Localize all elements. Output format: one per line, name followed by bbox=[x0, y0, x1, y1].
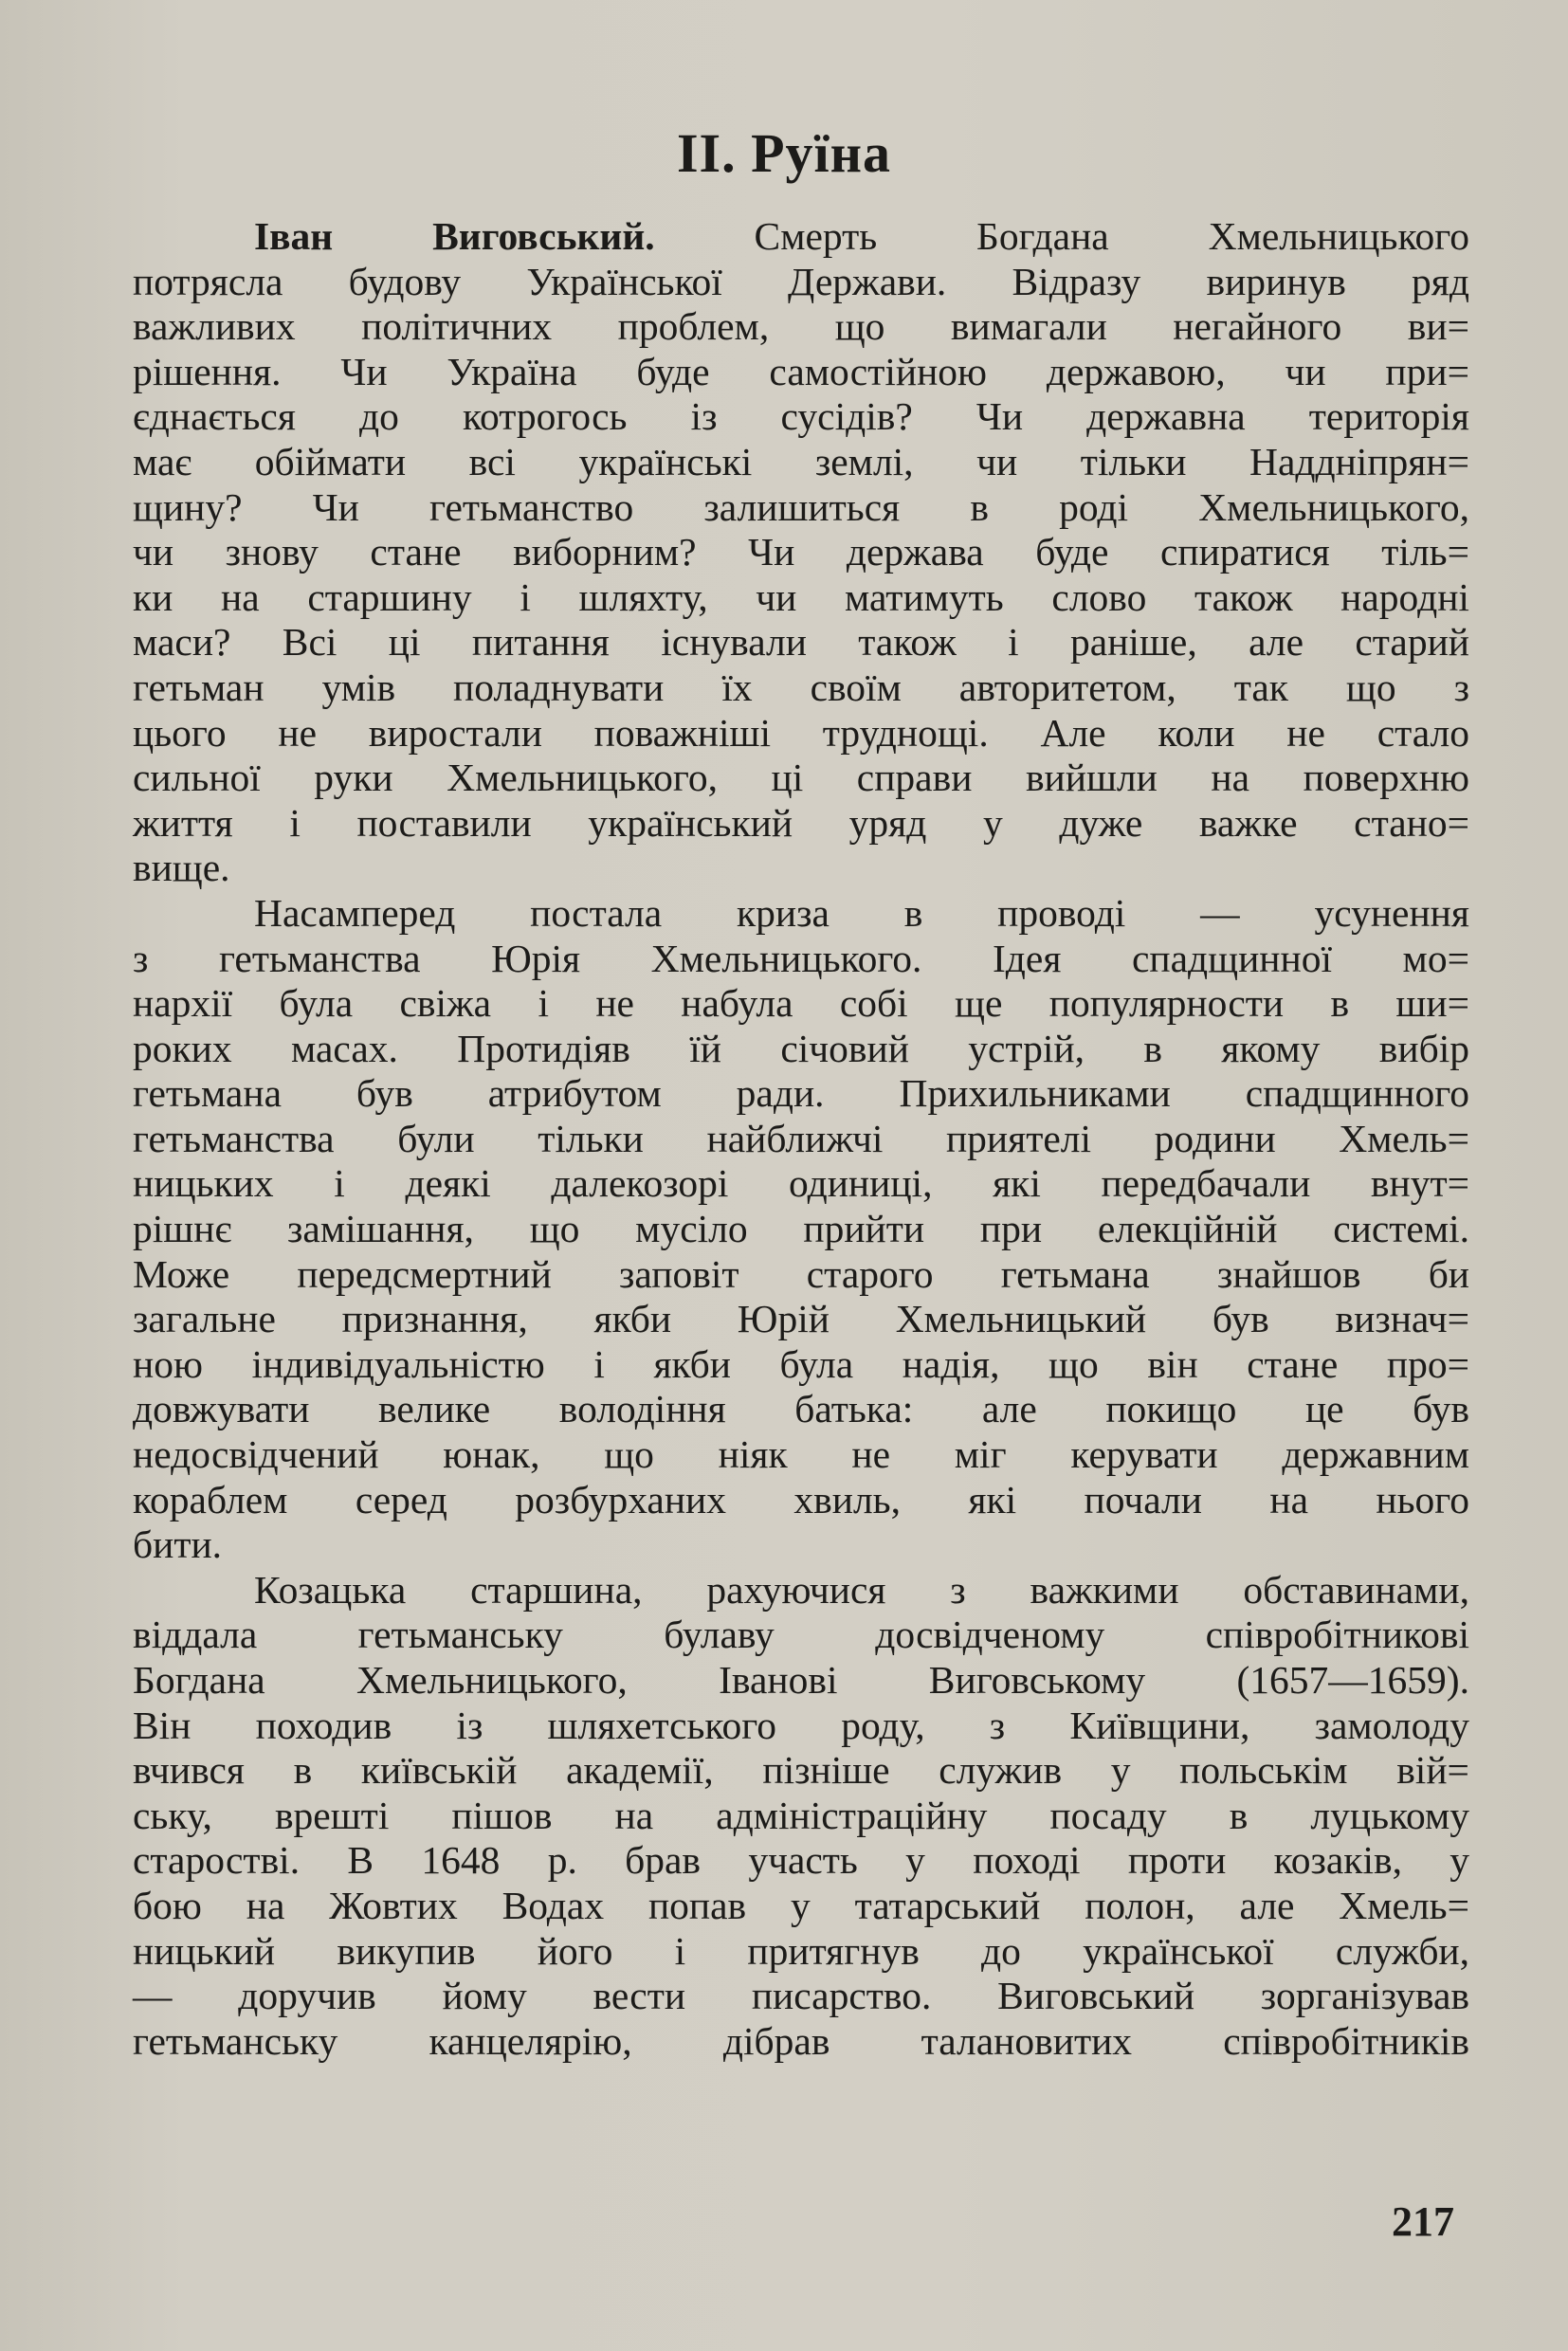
text-line: нархії була свіжа і не набула собі ще популярности в ши= bbox=[133, 981, 1469, 1026]
lead-term: Іван Виговський. bbox=[254, 214, 655, 258]
text-line: Насамперед постала криза в проводі — усунення bbox=[254, 890, 1469, 935]
text-line: бити. bbox=[133, 1522, 223, 1567]
text-line: сильної руки Хмельницького, ці справи вийшли на поверхню bbox=[133, 756, 1470, 800]
text-line: загальне признання, якби Юрій Хмельницький був визнач= bbox=[133, 1297, 1469, 1341]
text-line: єднається до котрогось із сусідів? Чи державна територія bbox=[133, 394, 1470, 439]
text-line: маси? Всі ці питання існували також і раніше, але старий bbox=[133, 620, 1470, 665]
text-line: кораблем серед розбурханих хвиль, які почали на нього bbox=[133, 1477, 1469, 1522]
text-line: рішення. Чи Україна буде самостійною державою, чи при= bbox=[133, 349, 1469, 393]
text-line: гетьманську канцелярію, дібрав талановитих співробітників bbox=[133, 2018, 1469, 2063]
text-line: недосвідчений юнак, що ніяк не міг керувати державним bbox=[133, 1432, 1469, 1477]
text-line: важливих політичних проблем, що вимагали негайного ви= bbox=[133, 304, 1469, 349]
text-line: Богдана Хмельницького, Іванові Виговському (1657—1659). bbox=[133, 1658, 1469, 1702]
text-line: гетьманства були тільки найближчі приятелі родини Хмель= bbox=[133, 1116, 1469, 1160]
section-heading: II. Руїна bbox=[676, 122, 892, 184]
text-line: ки на старшину і шляхту, чи матимуть слово також народні bbox=[133, 574, 1469, 619]
text-line: цього не виростали поважніші труднощі. Але коли не стало bbox=[133, 710, 1470, 755]
text-line: Він походив із шляхетського роду, з Київщини, замолоду bbox=[133, 1703, 1469, 1747]
text-line: гетьмана був атрибутом ради. Прихильниками спадщинного bbox=[133, 1071, 1469, 1116]
text-line: ною індивідуальністю і якби була надія, що він стане про= bbox=[133, 1341, 1470, 1386]
text-line: довжувати велике володіння батька: але покищо це був bbox=[133, 1387, 1470, 1431]
text-line: з гетьманства Юрія Хмельницького. Ідея спадщинної мо= bbox=[133, 936, 1469, 980]
text-line: ницький викупив його і притягнув до української служби, bbox=[133, 1928, 1470, 1973]
page-number: 217 bbox=[1392, 2198, 1454, 2245]
text-line: життя і поставили український уряд у дуже важке стано= bbox=[133, 800, 1470, 845]
text-line: вчився в київській академії, пізніше служив у польськім вій= bbox=[133, 1748, 1469, 1793]
text-line: має обіймати всі українські землі, чи тільки Наддніпрян= bbox=[133, 439, 1469, 483]
text-line: — доручив йому вести писарство. Виговський зорганізував bbox=[133, 1974, 1469, 2018]
text-line: щину? Чи гетьманство залишиться в роді Хмельницького, bbox=[133, 484, 1469, 529]
text-line: Може передсмертний заповіт старого гетьмана знайшов би bbox=[133, 1251, 1470, 1296]
text-line: потрясла будову Української Держави. Відразу виринув ряд bbox=[133, 259, 1469, 303]
text-line: Іван Виговський. Смерть Богдана Хмельницького bbox=[254, 214, 1469, 258]
text-line: Козацька старшина, рахуючися з важкими обставинами, bbox=[254, 1567, 1469, 1612]
body-text bbox=[133, 214, 1469, 2064]
text-line: рішнє замішання, що мусіло прийти при елекційній системі. bbox=[133, 1207, 1470, 1251]
text-line: бою на Жовтих Водах попав у татарський полон, але Хмель= bbox=[133, 1883, 1470, 1927]
text-line: гетьман умів поладнувати їх своїм авторитетом, так що з bbox=[133, 665, 1469, 709]
text-line: роких масах. Протидіяв їй січовий устрій, в якому вибір bbox=[133, 1026, 1469, 1070]
text-line: ську, врешті пішов на адміністраційну посаду в луцькому bbox=[133, 1793, 1470, 1837]
text-line: старостві. В 1648 р. брав участь у поході проти козаків, у bbox=[133, 1838, 1470, 1883]
text-line: ницьких і деякі далекозорі одиниці, які передбачали внут= bbox=[133, 1161, 1470, 1206]
text-line: віддала гетьманську булаву досвідченому співробітникові bbox=[133, 1613, 1470, 1657]
text-line: вище. bbox=[133, 846, 230, 890]
text-line: чи знову стане виборним? Чи держава буде спиратися тіль= bbox=[133, 530, 1469, 574]
